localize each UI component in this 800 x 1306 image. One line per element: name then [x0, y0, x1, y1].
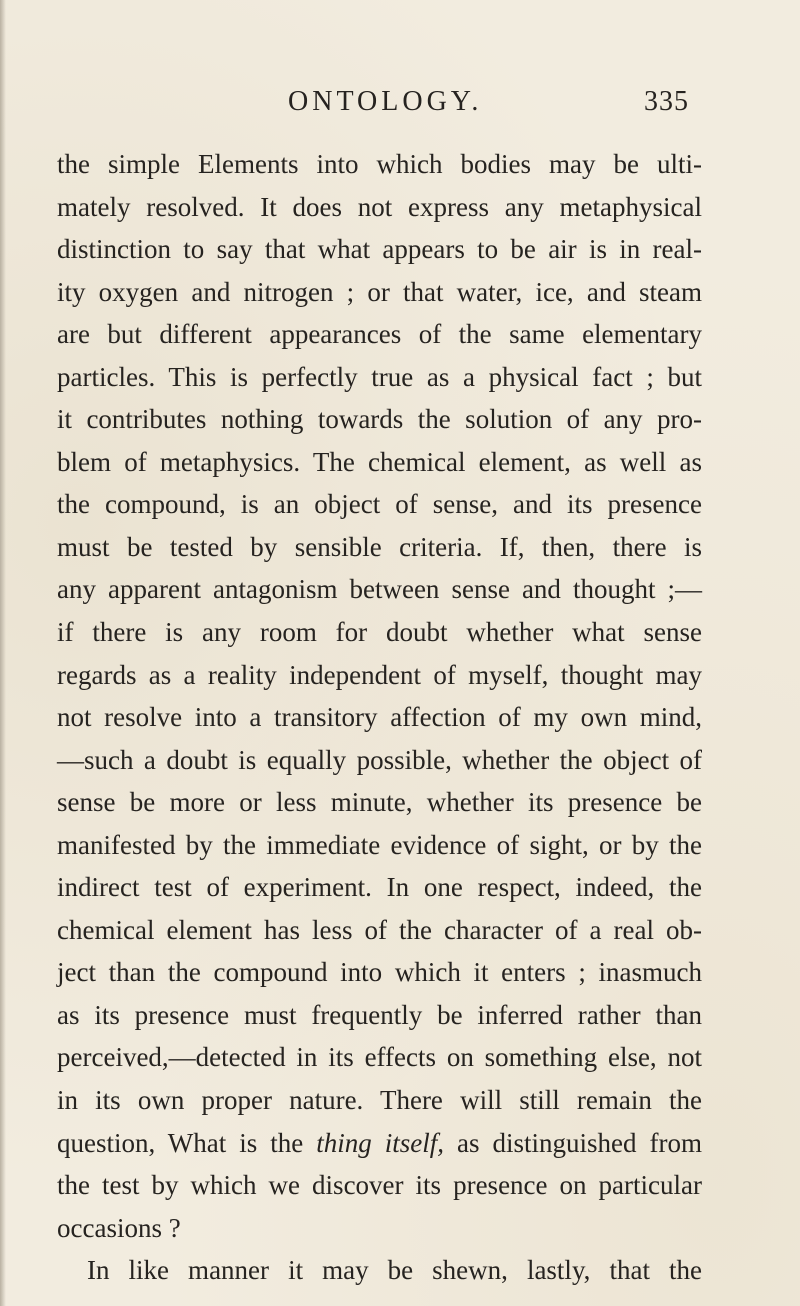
text-line-with-italic [57, 1122, 702, 1165]
paragraph-first-line: In like manner it may be shewn, lastly, that the [87, 1255, 702, 1286]
italic-phrase: thing itself, [316, 1127, 445, 1158]
text-line: occasions ? [57, 1212, 181, 1243]
text-line: the simple Elements into which bodies may be ulti- [57, 149, 702, 179]
text-line: not resolve into a transitory affection of my own mind, [57, 702, 702, 733]
text-line: ity oxygen and nitrogen ; or that water, ice, and steam [57, 276, 702, 307]
text-line: it contributes nothing towards the solution of any pro- [57, 404, 702, 435]
text-run: as distinguished from [444, 1127, 703, 1158]
text-line: any apparent antagonism between sense and thought ;— [57, 574, 702, 605]
page-number: 335 [644, 86, 689, 117]
page-gutter-shadow [0, 0, 6, 1306]
text-run: question, What is the [57, 1127, 317, 1158]
text-line: must be tested by sensible criteria. If, then, there is [57, 531, 702, 562]
text-line: chemical element has less of the character of a real ob- [57, 914, 702, 945]
text-line: regards as a reality independent of myself, thought may [57, 659, 702, 690]
running-title: ONTOLOGY. [288, 86, 483, 117]
text-line: in its own proper nature. There will still remain the [57, 1085, 702, 1116]
text-line: distinction to say that what appears to be air is in real- [57, 234, 702, 265]
text-line: if there is any room for doubt whether what sense [57, 617, 702, 648]
text-line: perceived,—detected in its effects on something else, not [57, 1042, 702, 1073]
text-line: are but different appearances of the same elementary [57, 319, 702, 350]
text-line: particles. This is perfectly true as a physical fact ; but [57, 361, 702, 392]
text-line: the compound, is an object of sense, and its presence [57, 489, 702, 520]
text-line: as its presence must frequently be inferred rather than [57, 999, 702, 1030]
text-line: sense be more or less minute, whether its presence be [57, 787, 702, 818]
text-line: ject than the compound into which it enters ; inasmuch [57, 957, 702, 988]
text-line: blem of metaphysics. The chemical element, as well as [57, 446, 702, 477]
text-line: indirect test of experiment. In one respect, indeed, the [57, 872, 702, 903]
body-text [57, 143, 702, 1292]
text-line: the test by which we discover its presence on particular [57, 1170, 702, 1201]
text-line: manifested by the immediate evidence of sight, or by the [57, 829, 702, 860]
text-line: mately resolved. It does not express any metaphysical [57, 191, 702, 222]
text-line: —such a doubt is equally possible, whether the object of [57, 744, 702, 775]
running-header [0, 82, 800, 122]
